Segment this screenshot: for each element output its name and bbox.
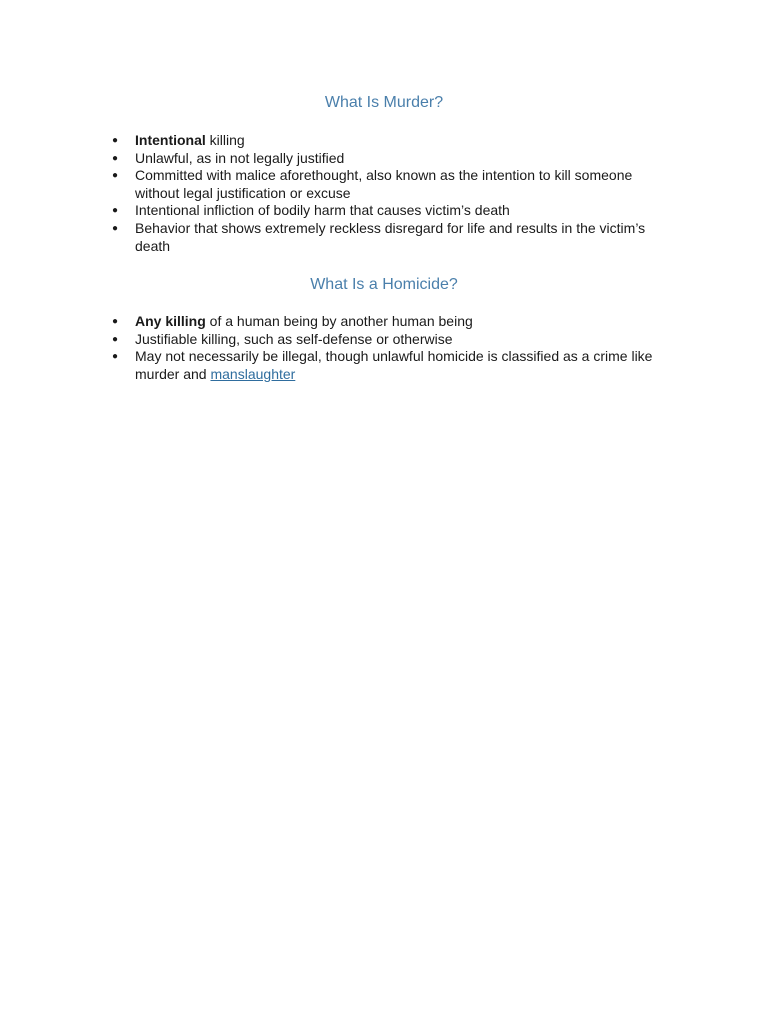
item-text: killing bbox=[205, 132, 245, 148]
bullet-icon: ● bbox=[111, 222, 119, 234]
bullet-icon: ● bbox=[111, 205, 119, 217]
item-text: Committed with malice aforethought, also known as the intention to kill someone without legal justification or excuse bbox=[135, 167, 633, 201]
list-item bbox=[109, 202, 679, 220]
manslaughter-link[interactable]: manslaughter bbox=[210, 365, 296, 382]
item-bold-text: Any killing bbox=[135, 313, 206, 329]
bullet-icon: ● bbox=[111, 135, 119, 146]
list-item bbox=[109, 331, 679, 349]
bullet-icon: ● bbox=[111, 351, 119, 363]
bullet-icon: ● bbox=[111, 170, 119, 182]
item-text: Justifiable killing, such as self-defense or otherwise bbox=[135, 330, 453, 347]
item-text: Unlawful, as in not legally justified bbox=[135, 149, 345, 166]
item-bold-text: Intentional bbox=[135, 132, 206, 148]
homicide-bullet-list bbox=[109, 313, 679, 383]
item-text: Intentional infliction of bodily harm that causes victim’s death bbox=[135, 202, 510, 219]
bullet-icon: ● bbox=[111, 333, 119, 345]
section-heading-homicide: What Is a Homicide? bbox=[310, 276, 458, 293]
item-text: Behavior that shows extremely reckless disregard for life and results in the victim’s death bbox=[135, 219, 646, 254]
bullet-icon: ● bbox=[111, 316, 119, 327]
list-item bbox=[109, 150, 679, 168]
bullet-icon: ● bbox=[111, 152, 119, 164]
list-item bbox=[109, 132, 679, 150]
list-item bbox=[109, 220, 679, 255]
item-text: of a human being by another human being bbox=[205, 313, 473, 329]
murder-bullet-list bbox=[109, 132, 679, 255]
list-item bbox=[109, 348, 679, 383]
section-heading-murder: What Is Murder? bbox=[324, 94, 444, 111]
item-text: May not necessarily be illegal, though unlawful homicide is classified as a crime like murder and bbox=[135, 348, 653, 382]
list-item bbox=[109, 313, 679, 331]
list-item bbox=[109, 167, 679, 202]
